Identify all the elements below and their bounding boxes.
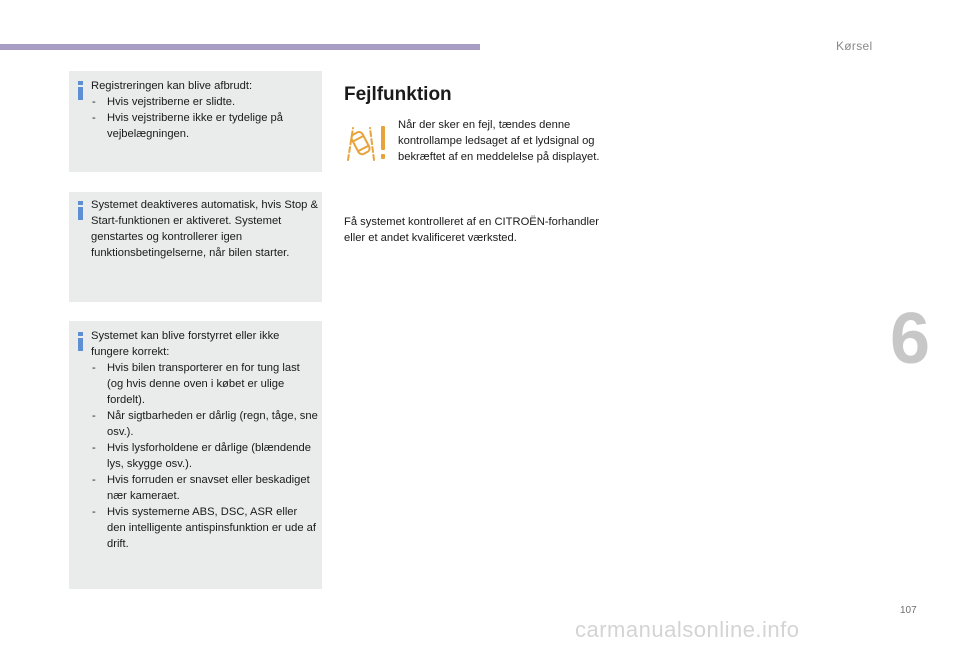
info-box-interruption	[69, 71, 322, 172]
list-item: - Hvis vejstriberne er slidte.	[91, 94, 318, 110]
info-box-lead: Systemet kan blive forstyrret eller ikke fungere korrekt:	[91, 330, 280, 358]
chapter-number: 6	[890, 299, 931, 379]
list-item: - Hvis forruden er snavset eller beskadiget nær kameraet.	[91, 472, 318, 504]
info-box-text: Systemet deaktiveres automatisk, hvis Stop & Start-funktionen er aktiveret. Systemet genstartes og kontrollerer igen funktionsbetingelserne, når bilen starter.	[91, 199, 318, 259]
list-item: - Hvis bilen transporterer en for tung last (og hvis denne oven i købet er ulige fordelt).	[91, 360, 318, 408]
section-heading: Fejlfunktion	[344, 84, 452, 105]
fault-description: Når der sker en fejl, tændes denne kontrollampe ledsaget af et lydsignal og bekræftet af en meddelelse på displayet.	[398, 119, 600, 163]
info-box-stop-start	[69, 192, 322, 302]
lane-departure-warning-icon	[344, 120, 390, 164]
list-item: - Hvis lysforholdene er dårlige (blændende lys, skygge osv.).	[91, 440, 318, 472]
watermark: carmanualsonline.info	[575, 617, 800, 642]
header-accent-bar	[0, 44, 480, 50]
info-box-lead: Registreringen kan blive afbrudt:	[91, 80, 253, 92]
info-box-list	[91, 94, 318, 142]
service-instruction: Få systemet kontrolleret af en CITROËN-forhandler eller et andet kvalificeret værksted.	[344, 216, 599, 244]
info-icon	[78, 201, 83, 220]
list-item: - Hvis vejstriberne ikke er tydelige på vejbelægningen.	[91, 110, 318, 142]
info-box-list	[91, 360, 318, 552]
list-item: - Hvis systemerne ABS, DSC, ASR eller den intelligente antispinsfunktion er ude af drift.	[91, 504, 318, 552]
info-icon	[78, 332, 83, 351]
info-box-disturbance	[69, 321, 322, 589]
section-title: Kørsel	[836, 39, 873, 53]
list-item: - Når sigtbarheden er dårlig (regn, tåge, sne osv.).	[91, 408, 318, 440]
info-icon	[78, 81, 83, 100]
page-number: 107	[900, 605, 917, 616]
